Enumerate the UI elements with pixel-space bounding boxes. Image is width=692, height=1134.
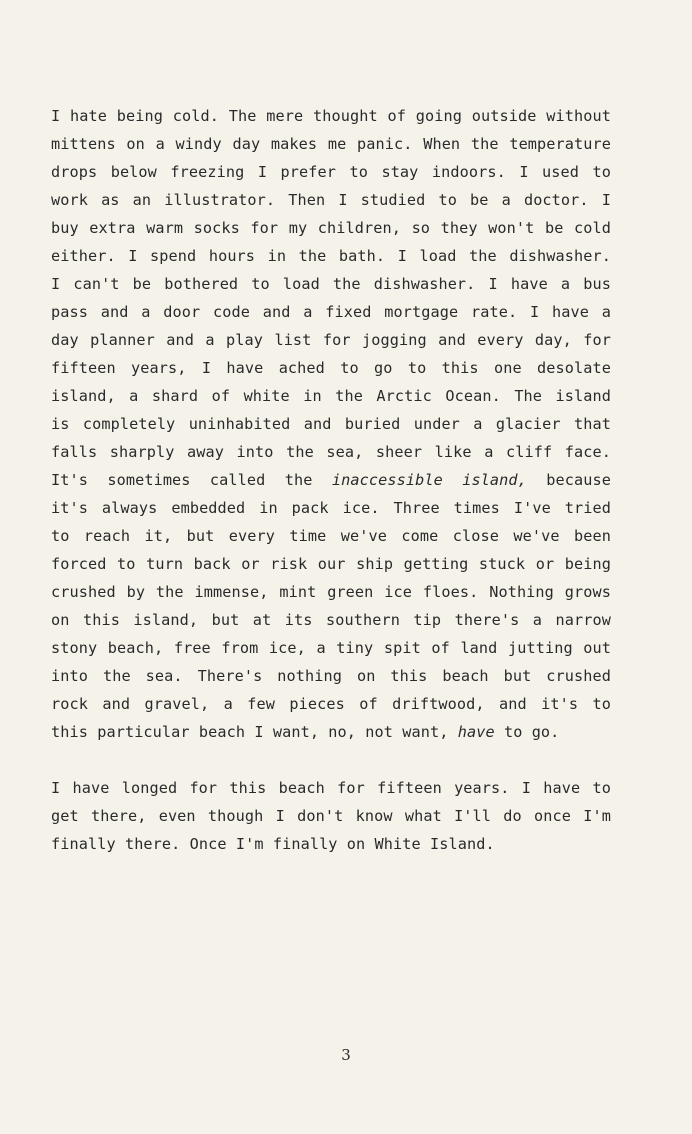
text-line-with-italic [51,466,611,494]
text-line: on this island, but at its southern tip there's a narrow [51,611,611,629]
italic-word: have [457,723,495,741]
text-line: either. I spend hours in the bath. I load the dishwasher. [51,247,611,265]
page-number: 3 [341,1046,351,1064]
text-line: day planner and a play list for jogging and every day, for [51,331,611,349]
paragraph-1 [51,102,611,746]
text-line: it's always embedded in pack ice. Three times I've tried [51,499,611,517]
text-line: get there, even though I don't know what I'll do once I'm [51,807,611,825]
text-line: island, a shard of white in the Arctic Ocean. The island [51,387,611,405]
text-line: drops below freezing I prefer to stay indoors. I used to [51,163,611,181]
text-line: pass and a door code and a fixed mortgage rate. I have a [51,303,611,321]
text-line-with-italic [51,718,611,746]
text-line: I hate being cold. The mere thought of going outside without [51,107,611,125]
text-line: is completely uninhabited and buried under a glacier that [51,415,611,433]
text-line: to reach it, but every time we've come close we've been [51,527,611,545]
text-line: work as an illustrator. Then I studied to be a doctor. I [51,191,611,209]
text-line: I can't be bothered to load the dishwasher. I have a bus [51,275,611,293]
text-line: finally there. Once I'm finally on White Island. [51,835,495,853]
text-line: into the sea. There's nothing on this beach but crushed [51,667,611,685]
body-text [51,102,611,858]
paragraph-spacer [51,746,611,774]
text-line: I have longed for this beach for fifteen years. I have to [51,779,611,797]
text-line: rock and gravel, a few pieces of driftwood, and it's to [51,695,611,713]
italic-phrase: inaccessible island, [331,471,527,489]
paragraph-2 [51,774,611,858]
text-line: buy extra warm socks for my children, so they won't be cold [51,219,611,237]
text-run: It's sometimes called the [51,471,332,489]
text-run: because [526,471,611,489]
text-line: falls sharply away into the sea, sheer like a cliff face. [51,443,611,461]
text-line: stony beach, free from ice, a tiny spit of land jutting out [51,639,611,657]
text-line: crushed by the immense, mint green ice floes. Nothing grows [51,583,611,601]
text-line: forced to turn back or risk our ship getting stuck or being [51,555,611,573]
text-run: to go. [494,723,560,741]
text-line: fifteen years, I have ached to go to this one desolate [51,359,611,377]
text-run: this particular beach I want, no, not want, [51,723,458,741]
text-line: mittens on a windy day makes me panic. When the temperature [51,135,611,153]
